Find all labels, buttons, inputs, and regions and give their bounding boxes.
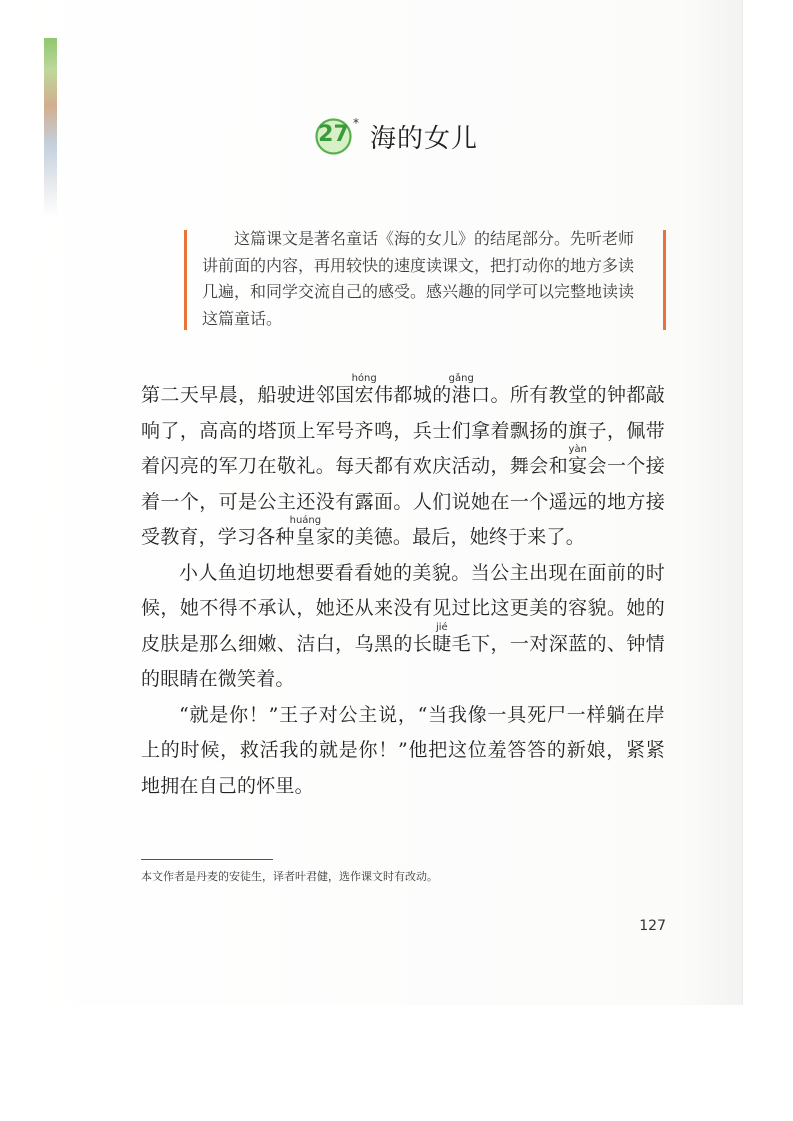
lesson-number-badge xyxy=(315,115,359,155)
paragraph-1: 第二天早晨，船驶进邻国宏hóng伟都城的港gǎng口。所有教堂的钟都敲响了，高高的塔顶上军号齐鸣，兵士们拿着飘扬的旗子，佩带着闪亮的军刀在敬礼。每天都有欢庆活动，舞会和宴yàn会一个接着一个，可是公主还没有露面。人们说她在一个遥远的地方接受教育，学习各种皇huáng家的美德。最后，她终于来了。 xyxy=(141,373,665,548)
annotated-char-huang: 皇huáng xyxy=(289,515,322,548)
annotated-char-yan: 宴yàn xyxy=(568,444,588,477)
intro-text: 这篇课文是著名童话《海的女儿》的结尾部分。先听老师讲前面的内容，再用较快的速度读课文，把打动你的地方多读几遍，和同学交流自己的感受。感兴趣的同学可以完整地读读这篇童话。 xyxy=(202,229,635,328)
intro-box xyxy=(184,226,666,332)
footnote: 本文作者是丹麦的安徒生，译者叶君健，选作课文时有改动。 xyxy=(141,870,438,883)
intro-right-border xyxy=(663,230,666,330)
annotated-char-hong: 宏hóng xyxy=(351,373,377,406)
annotated-char-gang: 港gǎng xyxy=(448,373,474,406)
optional-lesson-mark: * xyxy=(352,115,359,130)
lesson-body xyxy=(141,373,665,804)
paragraph-3: “就是你！”王子对公主说，“当我像一具死尸一样躺在岸上的时候，救活我的就是你！”他把这位羞答答的新娘，紧紧地拥在自己的怀里。 xyxy=(141,703,665,797)
lesson-title: 海的女儿 xyxy=(369,123,478,154)
lesson-number: 27 xyxy=(318,121,349,147)
annotated-char-jie: 睫jié xyxy=(432,621,452,655)
lesson-header xyxy=(0,116,793,156)
footnote-divider xyxy=(141,859,273,860)
intro-left-border xyxy=(184,230,187,330)
paragraph-2: 小人鱼迫切地想要看看她的美貌。当公主出现在面前的时候，她不得不承认，她还从来没有见过比这更美的容貌。她的皮肤是那么细嫩、洁白，乌黑的长睫jié毛下，一对深蓝的、钟情的眼睛在微笑着。 xyxy=(141,561,666,690)
page-number: 127 xyxy=(639,918,666,934)
